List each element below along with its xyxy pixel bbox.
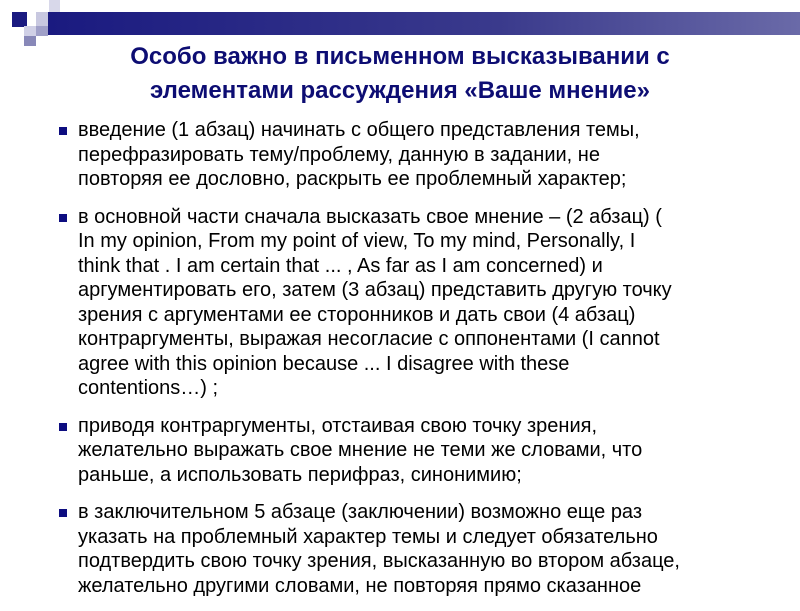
bullet-text-line: зрения с аргументами ее сторонников и дать свои (4 абзац) [78,303,636,326]
bullet-item [0,414,800,488]
bullet-text-line: agree with this opinion because ... I disagree with these [78,352,570,375]
bullet-item [0,205,800,401]
bullet-text-line: раньше, а использовать перифраз, синонимию; [78,463,522,486]
title-line: элементами рассуждения «Ваше мнение» [150,77,650,104]
bullet-text-line: в основной части сначала высказать свое мнение – (2 абзац) ( [78,205,662,228]
bullet-list [0,118,800,611]
decor-square [24,26,36,36]
bullet-text-line: введение (1 абзац) начинать с общего представления темы, [78,119,640,141]
decor-square [49,0,60,12]
bullet-text-line: подтвердить свою точку зрения, высказанную во втором абзаце, [78,550,680,572]
bullet-text-line: повторяя ее дословно, раскрыть ее проблемный характер; [78,168,627,190]
bullet-text-line: contentions…) ; [78,377,219,399]
slide-title [0,40,800,108]
square-bullet-icon [59,214,67,222]
bullet-text-line: контраргументы, выражая несогласие с оппонентами (I cannot [78,328,660,350]
bullet-text-line: аргументировать его, затем (3 абзац) представить другую точку [78,279,672,301]
bullet-text-line: приводя контраргументы, отстаивая свою точку зрения, [78,414,598,437]
title-line: Особо важно в письменном высказывании с [130,43,670,70]
bullet-item [0,118,800,192]
decor-square [12,12,27,27]
square-bullet-icon [59,127,67,135]
bullet-text-line: в заключительном 5 абзаце (заключении) возможно еще раз [78,501,643,523]
square-bullet-icon [59,509,67,517]
square-bullet-icon [59,423,67,431]
bullet-text-line: перефразировать тему/проблему, данную в задании, не [78,143,600,166]
bullet-text-line: желательно выражать свое мнение не теми же словами, что [78,439,643,461]
decor-square [36,26,48,36]
bullet-item [0,500,800,598]
bullet-text-line: желательно другими словами, не повторяя прямо сказанное [78,574,642,597]
bullet-text-line: think that . I am certain that ... , As far as I am concerned) и [78,254,603,277]
header-gradient-bar [48,12,800,35]
bullet-text-line: указать на проблемный характер темы и следует обязательно [78,525,658,548]
bullet-text-line: In my opinion, From my point of view, To my mind, Personally, I [78,230,636,252]
